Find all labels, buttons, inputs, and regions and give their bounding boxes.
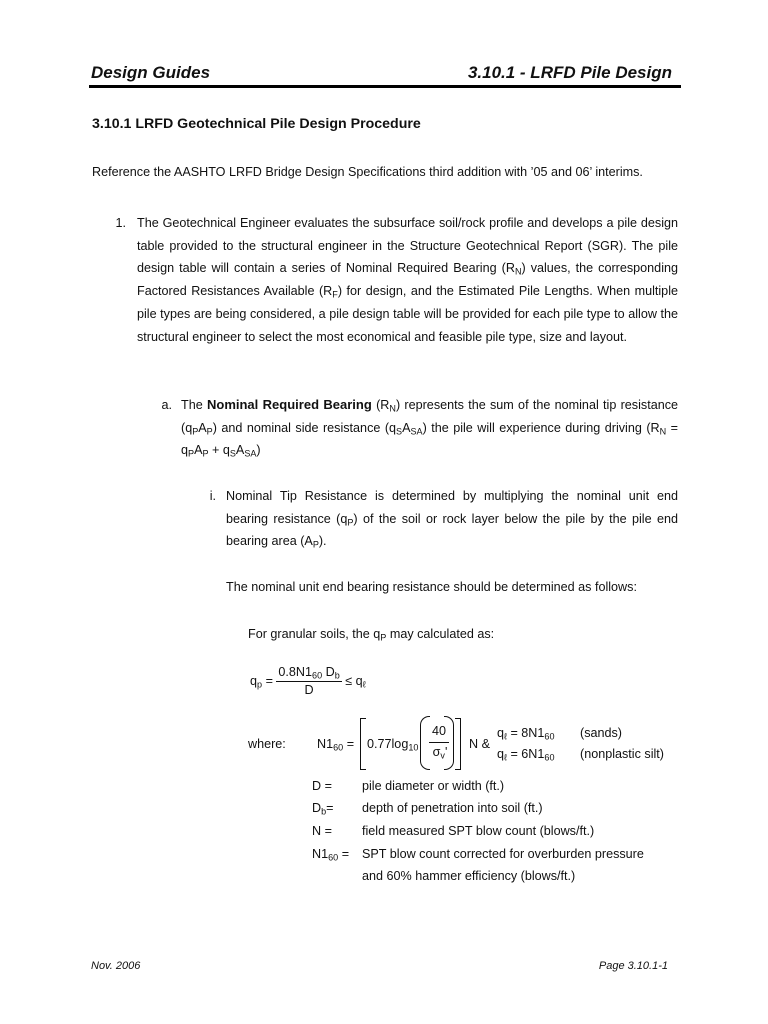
log-term: [367, 737, 418, 751]
text-run: ) for design, and the Estimated Pile Lengths. When multiple pile types are being considered, a pile design table will be provided for each pile type to allow the structural engineer to select the most economical and feasible pile type, size and layout.: [137, 284, 678, 344]
text-run: ) represents the sum of the nominal tip resistance (q: [181, 398, 679, 435]
definition-row: [312, 843, 644, 866]
subscript: S: [229, 449, 236, 460]
subscript: N: [514, 267, 522, 278]
unit-end-bearing-text: The nominal unit end bearing resistance should be determined as follows:: [226, 580, 637, 594]
definition-text: pile diameter or width (ft.): [362, 779, 505, 793]
subscript: P: [312, 540, 319, 551]
subscript: P: [347, 517, 354, 528]
subscript: 60: [312, 670, 323, 681]
math-symbol: 0.8N1: [278, 665, 313, 679]
definition-text: depth of penetration into soil (ft.): [362, 801, 543, 815]
ql-sands-note: (sands): [580, 726, 622, 740]
math-symbol: 0.77log: [367, 737, 409, 751]
bold-term: Nominal Required Bearing: [206, 397, 372, 412]
subscript: v: [440, 750, 445, 761]
subscript: 60: [328, 852, 339, 863]
subscript: ℓ: [504, 731, 507, 742]
math-operator: ≤ q: [345, 673, 363, 688]
item-1-paragraph: [137, 212, 678, 348]
ql-sands: [497, 726, 555, 740]
text-run: ) the pile will experience during driving (R: [422, 420, 660, 435]
text-run: may calculated as:: [386, 627, 495, 641]
right-bracket: [455, 718, 461, 770]
math-symbol: D =: [312, 779, 332, 793]
math-symbol: = 8N1: [506, 726, 545, 740]
text-run: (R: [371, 398, 390, 412]
subscript: ℓ: [362, 679, 366, 690]
definition-symbol: [312, 820, 362, 843]
definition-row: [312, 865, 575, 888]
definition-text: field measured SPT blow count (blows/ft.): [362, 824, 595, 838]
reference-paragraph: Reference the AASHTO LRFD Bridge Design Specifications third addition with ’05 and 06’ interims.: [92, 165, 643, 179]
text-run: A: [194, 443, 203, 458]
subscript: b: [334, 670, 340, 681]
text-run: = q: [181, 420, 678, 458]
definition-row: [312, 820, 594, 843]
text-run: ) values, the corresponding Factored Resistances Available (R: [137, 261, 678, 299]
text-run: A: [402, 420, 411, 435]
math-symbol: N1: [317, 737, 334, 751]
text-run: A: [198, 420, 207, 435]
fraction-bar: [429, 742, 449, 743]
math-symbol: =: [326, 801, 334, 815]
math-symbol: q: [250, 673, 258, 688]
fraction: [276, 664, 341, 699]
math-symbol: N1: [312, 847, 329, 861]
math-symbol: =: [338, 847, 350, 861]
text-run: For granular soils, the q: [248, 627, 381, 641]
definition-symbol: [312, 843, 362, 866]
math-symbol: σ: [432, 745, 441, 759]
text-run: ): [256, 443, 261, 458]
text-run: ) of the soil or rock layer below the pile by the pile end bearing area (A: [226, 511, 678, 549]
header-right: 3.10.1 - LRFD Pile Design: [467, 63, 672, 82]
ql-silt: [497, 747, 555, 761]
definition-text: and 60% hammer efficiency (blows/ft.): [362, 869, 576, 883]
subscript: P: [380, 632, 387, 643]
math-symbol: N =: [312, 824, 332, 838]
list-marker-a: a.: [161, 398, 172, 412]
text-run: ) and nominal side resistance (q: [212, 420, 397, 435]
text-run: A: [235, 443, 245, 458]
text-run: The: [181, 398, 207, 412]
subscript: P: [202, 449, 209, 460]
granular-soils-text: [248, 623, 494, 646]
left-bracket: [360, 718, 366, 770]
math-symbol: ': [444, 745, 448, 759]
fraction-numerator: 40: [431, 724, 446, 738]
definition-symbol: [312, 797, 362, 820]
list-marker-i: i.: [209, 489, 216, 503]
math-symbol: q: [497, 726, 505, 740]
subscript: N: [659, 426, 667, 437]
definition-row: [312, 797, 543, 820]
subscript: P: [188, 449, 195, 460]
math-symbol: D: [312, 801, 322, 815]
subscript: 60: [544, 731, 555, 742]
subscript: SA: [244, 449, 257, 460]
item-i-paragraph: [226, 485, 678, 553]
text-run: ).: [318, 534, 327, 549]
section-title: 3.10.1 LRFD Geotechnical Pile Design Procedure: [92, 116, 421, 132]
footer-date: Nov. 2006: [91, 960, 141, 972]
subscript: N: [389, 403, 396, 414]
subscript: S: [396, 426, 403, 437]
footer-page-number: Page 3.10.1-1: [598, 960, 668, 972]
header-rule: [89, 85, 681, 88]
formula-n160-lhs: [317, 737, 354, 751]
subscript: b: [321, 806, 327, 817]
math-symbol: = 6N1: [506, 747, 545, 761]
where-label: where:: [248, 737, 286, 751]
subscript: p: [257, 679, 263, 690]
definition-text: SPT blow count corrected for overburden pressure: [362, 847, 644, 861]
fraction-numerator: [276, 664, 341, 682]
item-a-paragraph: [181, 394, 678, 462]
text-run: + q: [208, 443, 230, 458]
n-and: N &: [469, 737, 490, 751]
math-operator: =: [346, 737, 355, 751]
subscript: SA: [410, 426, 423, 437]
subscript: 60: [333, 742, 344, 753]
text-run: The Geotechnical Engineer evaluates the subsurface soil/rock profile and develops a pile design table provided to the structural engineer in the Structure Geotechnical Report (SGR). The pile design table will contain a series of Nominal Required Bearing (R: [137, 216, 678, 276]
text-run: Nominal Tip Resistance is determined by multiplying the nominal unit end bearing resistance (q: [226, 489, 678, 526]
subscript: ℓ: [504, 752, 507, 763]
subscript: P: [192, 426, 199, 437]
list-marker-1: 1.: [115, 216, 126, 230]
subscript: P: [206, 426, 213, 437]
fraction-denominator: D: [304, 683, 314, 697]
subscript: 10: [408, 742, 419, 753]
subscript: F: [332, 289, 338, 300]
math-symbol: D: [322, 665, 335, 679]
definition-symbol: [312, 775, 362, 798]
math-operator: =: [265, 673, 273, 688]
header-left: Design Guides: [91, 63, 211, 82]
definition-row: [312, 775, 504, 798]
subscript: 60: [544, 752, 555, 763]
formula-qp: [250, 664, 366, 699]
fraction-denominator: [427, 745, 453, 759]
ql-silt-note: (nonplastic silt): [580, 747, 664, 761]
math-symbol: q: [497, 747, 505, 761]
